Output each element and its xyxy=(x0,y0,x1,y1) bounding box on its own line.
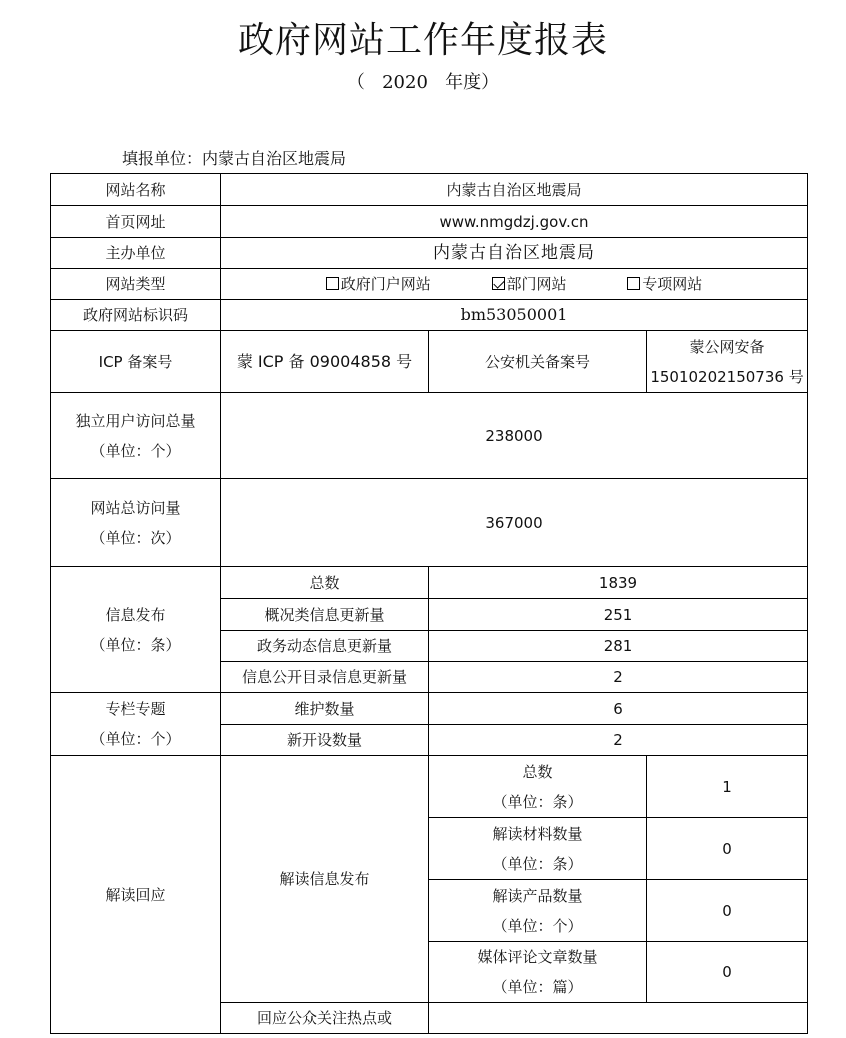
columns-row-value: 2 xyxy=(429,725,808,756)
page-views-label: 网站总访问量 （单位：次） xyxy=(51,479,221,567)
row-page-views xyxy=(51,479,808,567)
checkbox-portal[interactable] xyxy=(326,277,339,290)
interpret-row-label: 总数 （单位：条） xyxy=(429,756,647,818)
host-unit-value: 内蒙古自治区地震局 xyxy=(221,238,808,269)
columns-row-value: 6 xyxy=(429,693,808,725)
info-row-value: 251 xyxy=(429,599,808,631)
year-suffix: 年度） xyxy=(445,72,500,93)
unique-visitors-label: 独立用户访问总量 （单位：个） xyxy=(51,393,221,479)
site-name-value: 内蒙古自治区地震局 xyxy=(221,174,808,206)
unique-visitors-value: 238000 xyxy=(221,393,808,479)
row-site-type xyxy=(51,269,808,300)
info-row-value: 2 xyxy=(429,662,808,693)
info-row-value: 1839 xyxy=(429,567,808,599)
checkbox-department-checked[interactable] xyxy=(492,277,505,290)
interpret-response-value xyxy=(429,1003,808,1034)
row-host-unit xyxy=(51,238,808,269)
report-title: 政府网站工作年度报表 xyxy=(237,20,608,61)
interpret-row-label: 媒体评论文章数量 （单位：篇） xyxy=(429,942,647,1003)
interpret-label: 解读回应 xyxy=(51,756,221,1034)
row-columns-maintain xyxy=(51,693,808,725)
interpret-row-value: 0 xyxy=(647,880,808,942)
interpret-row-label: 解读材料数量 （单位：条） xyxy=(429,818,647,880)
year-value: 2020 xyxy=(382,72,428,93)
site-type-options xyxy=(221,269,808,300)
site-id-value: bm53050001 xyxy=(221,300,808,331)
columns-row-label: 维护数量 xyxy=(221,693,429,725)
type-option-department[interactable]: 部门网站 xyxy=(492,269,567,299)
info-row-label: 政务动态信息更新量 xyxy=(221,631,429,662)
info-row-label: 总数 xyxy=(221,567,429,599)
police-record-label: 公安机关备案号 xyxy=(429,331,647,393)
row-interpret-total xyxy=(51,756,808,818)
homepage-url-value: www.nmgdzj.gov.cn xyxy=(221,206,808,238)
interpret-response-label: 回应公众关注热点或 xyxy=(221,1003,429,1034)
type-option-portal[interactable]: 政府门户网站 xyxy=(326,269,431,299)
homepage-url-label: 首页网址 xyxy=(51,206,221,238)
checkbox-special[interactable] xyxy=(627,277,640,290)
row-site-name xyxy=(51,174,808,206)
columns-row-label: 新开设数量 xyxy=(221,725,429,756)
row-info-total xyxy=(51,567,808,599)
info-row-label: 概况类信息更新量 xyxy=(221,599,429,631)
interpret-row-value: 1 xyxy=(647,756,808,818)
interpret-row-value: 0 xyxy=(647,818,808,880)
police-record-value: 蒙公网安备 15010202150736 号 xyxy=(647,331,808,393)
row-homepage-url xyxy=(51,206,808,238)
row-site-id xyxy=(51,300,808,331)
icp-label: ICP 备案号 xyxy=(51,331,221,393)
row-unique-visitors xyxy=(51,393,808,479)
site-name-label: 网站名称 xyxy=(51,174,221,206)
report-table xyxy=(50,173,808,1034)
host-unit-label: 主办单位 xyxy=(51,238,221,269)
info-row-label: 信息公开目录信息更新量 xyxy=(221,662,429,693)
filing-unit: 填报单位：内蒙古自治区地震局 xyxy=(122,149,347,168)
site-type-label: 网站类型 xyxy=(51,269,221,300)
year-open: （ xyxy=(346,72,365,93)
row-icp xyxy=(51,331,808,393)
info-publish-label: 信息发布 （单位：条） xyxy=(51,567,221,693)
interpret-row-value: 0 xyxy=(647,942,808,1003)
columns-label: 专栏专题 （单位：个） xyxy=(51,693,221,756)
report-year xyxy=(0,68,846,94)
type-option-special[interactable]: 专项网站 xyxy=(627,269,702,299)
site-id-label: 政府网站标识码 xyxy=(51,300,221,331)
icp-value: 蒙 ICP 备 09004858 号 xyxy=(221,331,429,393)
info-row-value: 281 xyxy=(429,631,808,662)
interpret-row-label: 解读产品数量 （单位：个） xyxy=(429,880,647,942)
page-views-value: 367000 xyxy=(221,479,808,567)
interpret-sub-label: 解读信息发布 xyxy=(221,756,429,1003)
